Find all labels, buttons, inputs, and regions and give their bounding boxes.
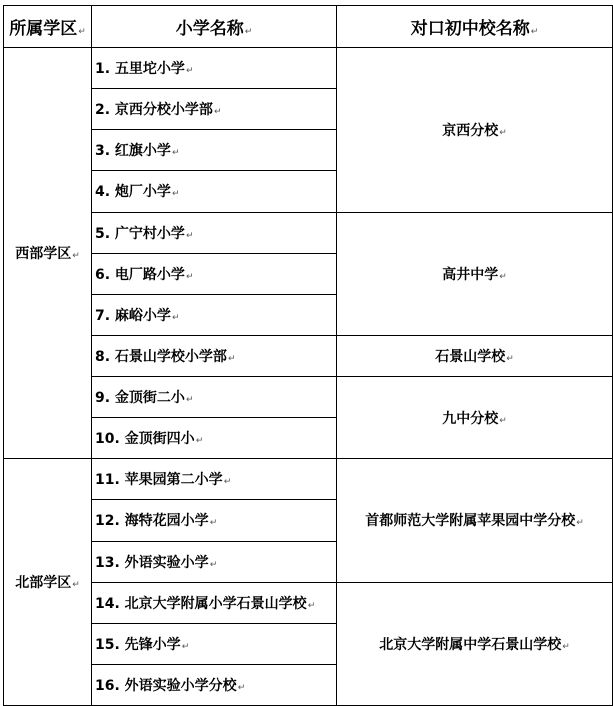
table-row (4, 48, 613, 89)
middle-school-cell: 石景山学校↵ (337, 335, 613, 376)
primary-school-cell: 10. 金顶街四小↵ (92, 418, 337, 459)
primary-school-cell: 12. 海特花园小学↵ (92, 500, 337, 541)
header-primary-school: 小学名称↵ (92, 6, 337, 48)
table-row (4, 582, 613, 623)
middle-school-cell: 首都师范大学附属苹果园中学分校↵ (337, 459, 613, 582)
school-assignment-table (3, 5, 613, 706)
middle-school-cell: 高井中学↵ (337, 212, 613, 335)
district-cell: 西部学区↵ (4, 48, 92, 459)
primary-school-cell: 8. 石景山学校小学部↵ (92, 335, 337, 376)
table-row (4, 377, 613, 418)
middle-school-cell: 九中分校↵ (337, 377, 613, 459)
primary-school-cell: 11. 苹果园第二小学↵ (92, 459, 337, 500)
middle-school-cell: 北京大学附属中学石景山学校↵ (337, 582, 613, 705)
header-middle-school: 对口初中校名称↵ (337, 6, 613, 48)
header-district: 所属学区↵ (4, 6, 92, 48)
primary-school-cell: 5. 广宁村小学↵ (92, 212, 337, 253)
primary-school-cell: 2. 京西分校小学部↵ (92, 89, 337, 130)
primary-school-cell: 9. 金顶街二小↵ (92, 377, 337, 418)
table-row (4, 335, 613, 376)
primary-school-cell: 14. 北京大学附属小学石景山学校↵ (92, 582, 337, 623)
primary-school-cell: 13. 外语实验小学↵ (92, 541, 337, 582)
primary-school-cell: 6. 电厂路小学↵ (92, 253, 337, 294)
district-cell: 北部学区↵ (4, 459, 92, 706)
primary-school-cell: 4. 炮厂小学↵ (92, 171, 337, 212)
primary-school-cell: 16. 外语实验小学分校↵ (92, 664, 337, 705)
primary-school-cell: 1. 五里坨小学↵ (92, 48, 337, 89)
header-row (4, 6, 613, 48)
middle-school-cell: 京西分校↵ (337, 48, 613, 213)
table-body (4, 48, 613, 706)
primary-school-cell: 7. 麻峪小学↵ (92, 294, 337, 335)
primary-school-cell: 3. 红旗小学↵ (92, 130, 337, 171)
table-row (4, 212, 613, 253)
primary-school-cell: 15. 先锋小学↵ (92, 623, 337, 664)
table-row (4, 459, 613, 500)
